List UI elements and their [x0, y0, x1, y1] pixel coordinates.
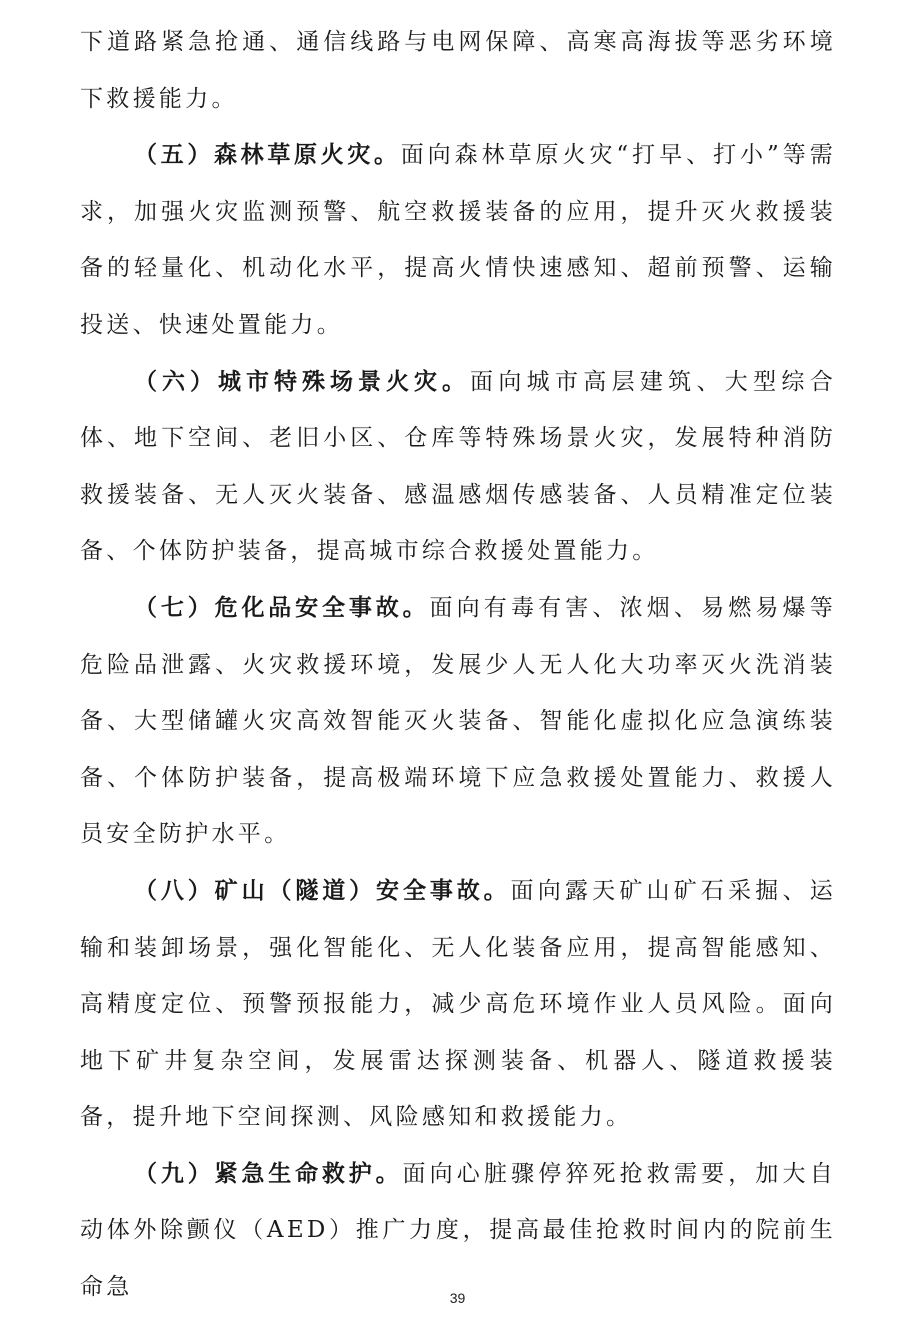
paragraph-hazardous-chemicals: [80, 580, 836, 863]
paragraph-body: 下道路紧急抢通、通信线路与电网保障、高寒高海拔等恶劣环境下救援能力。: [80, 29, 836, 112]
section-heading: （八）矿山（隧道）安全事故。: [134, 877, 511, 904]
paragraph-body: 面向城市高层建筑、大型综合体、地下空间、老旧小区、仓库等特殊场景火灾，发展特种消防救援装备、无人灭火装备、感温感烟传感装备、人员精准定位装备、个体防护装备，提高城市综合救援处置能力。: [80, 368, 836, 565]
section-heading: （七）危化品安全事故。: [134, 594, 430, 621]
paragraph-mine-tunnel-accidents: [80, 863, 836, 1146]
paragraph-urban-special-fire: [80, 354, 836, 580]
paragraph-body: 面向露天矿山矿石采掘、运输和装卸场景，强化智能化、无人化装备应用，提高智能感知、高精度定位、预警预报能力，减少高危环境作业人员风险。面向地下矿井复杂空间，发展雷达探测装备、机器人、隧道救援装备，提升地下空间探测、风险感知和救援能力。: [80, 877, 836, 1131]
section-heading: （六）城市特殊场景火灾。: [134, 368, 471, 395]
paragraph-forest-grassland-fire: [80, 127, 836, 353]
paragraph-body: 面向有毒有害、浓烟、易燃易爆等危险品泄露、火灾救援环境，发展少人无人化大功率灭火洗消装备、大型储罐火灾高效智能灭火装备、智能化虚拟化应急演练装备、个体防护装备，提高极端环境下应急救援处置能力、救援人员安全防护水平。: [80, 594, 837, 848]
paragraph-body: 面向心脏骤停猝死抢救需要，加大自动体外除颤仪（AED）推广力度，提高最佳抢救时间内的院前生命急: [80, 1160, 836, 1301]
paragraph-continuation: [80, 14, 836, 127]
document-page: [80, 14, 836, 1316]
section-heading: （五）森林草原火灾。: [134, 142, 401, 169]
page-number: 39: [449, 1290, 466, 1306]
section-heading: （九）紧急生命救护。: [134, 1160, 403, 1187]
paragraph-body: 面向森林草原火灾“打早、打小”等需求，加强火灾监测预警、航空救援装备的应用，提升灭火救援装备的轻量化、机动化水平，提高火情快速感知、超前预警、运输投送、快速处置能力。: [80, 142, 836, 338]
